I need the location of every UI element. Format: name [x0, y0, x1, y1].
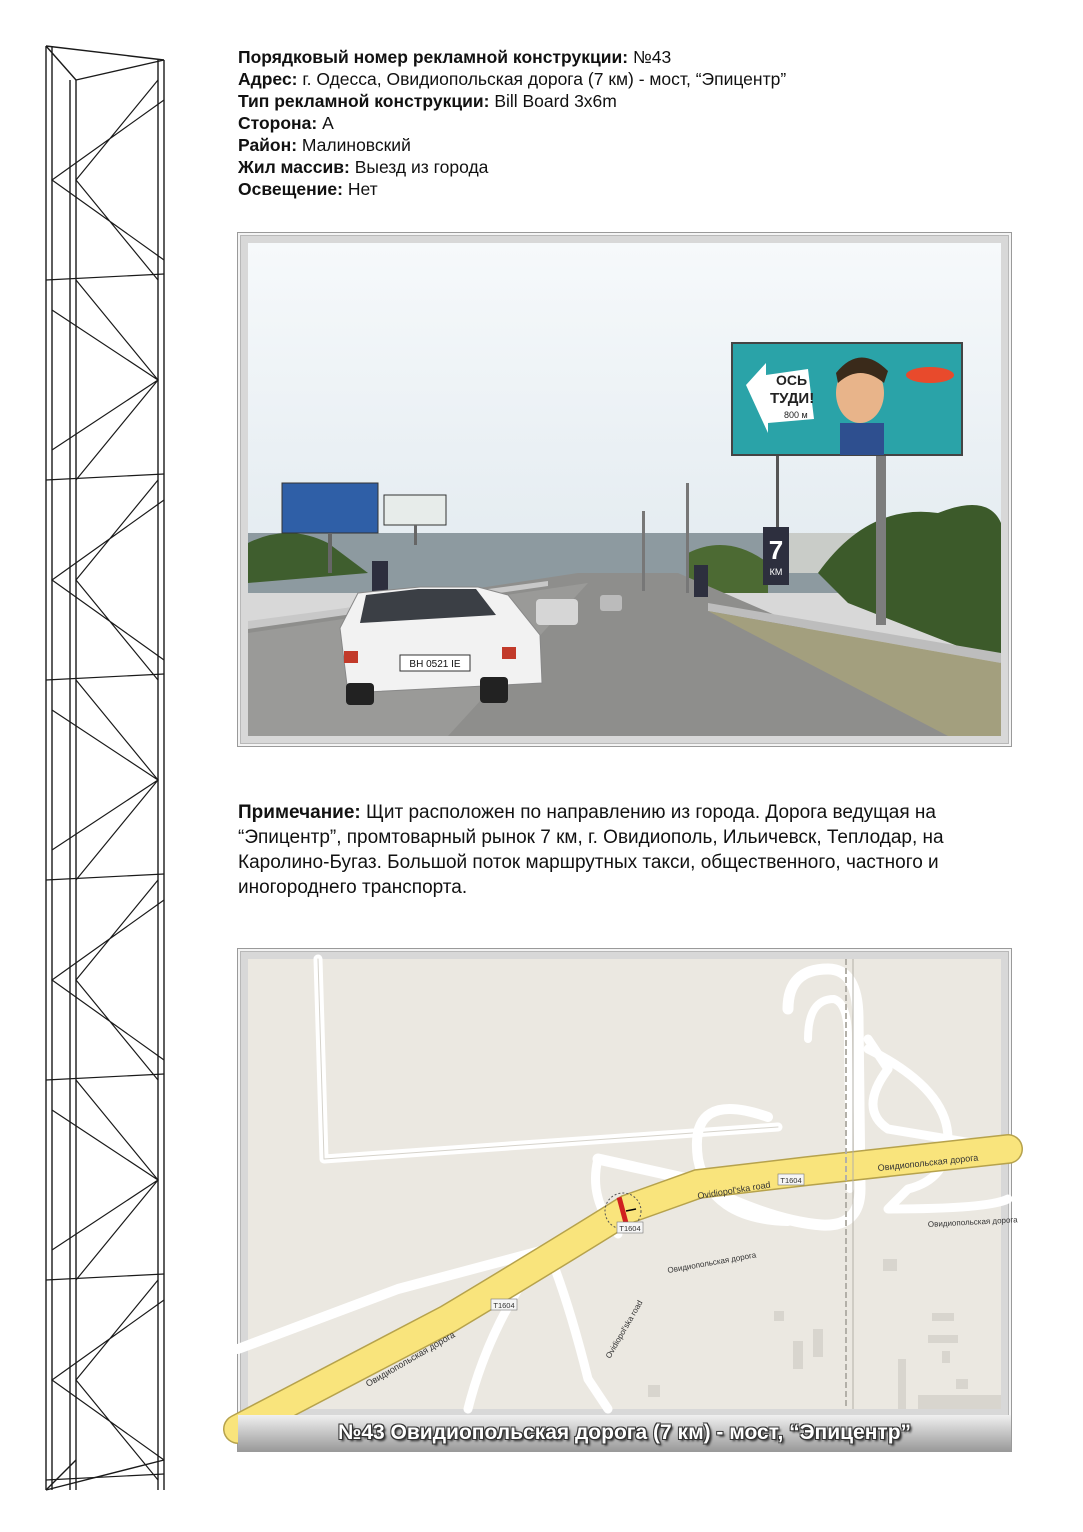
info-light-row: Освещение: Нет: [238, 179, 378, 199]
road-label-1: Овидиопольская дорога: [877, 1152, 979, 1173]
road-label-6: Ovidiopol'ska road: [603, 1298, 645, 1360]
km-sign-unit: КМ: [769, 567, 783, 577]
note-block: [238, 800, 1018, 900]
route-shield-1: T1604: [780, 1176, 802, 1185]
info-massif-row: Жил массив: Выезд из города: [238, 157, 489, 177]
billboard-text-3: 800 м: [784, 410, 808, 420]
road-label-4: Овидиопольская дорога: [666, 1250, 757, 1275]
map-frame: [237, 948, 1018, 1452]
road-label-3: Овидиопольская дорога: [364, 1329, 457, 1389]
photo-frame: [237, 232, 1012, 747]
billboard-text-1: ОСЬ: [776, 372, 808, 388]
truss-decoration: [40, 40, 170, 1500]
route-shield-3: T1604: [493, 1301, 515, 1310]
info-side-row: Сторона: А: [238, 113, 334, 133]
location-photo: [248, 243, 1001, 736]
road-label-5: Овидиопольская дорога: [927, 1215, 1018, 1229]
info-type-row: Тип рекламной конструкции: Bill Board 3x6m: [238, 91, 617, 111]
note-label: Примечание:: [238, 802, 361, 823]
road-label-2: Ovidiopol'ska road: [696, 1179, 772, 1201]
info-block: [238, 46, 1038, 200]
note-text: Щит расположен по направлению из города. Дорога ведущая на “Эпицентр”, промтоварный рынок 7 км, г. Овидиополь, Ильичевск, Теплодар, на Каролино-Бугаз. Большой поток маршрутных такси, общественного, частного и иногороднего транспорта.: [238, 802, 944, 898]
map-caption: №43 Овидиопольская дорога (7 км) - мост, “Эпицентр”: [238, 1415, 1011, 1451]
info-address-row: Адрес: г. Одесса, Овидиопольская дорога (7 км) - мост, “Эпицентр”: [238, 69, 787, 89]
location-map: [248, 959, 1018, 1409]
car-plate: ВН 0521 ІЕ: [409, 659, 461, 670]
info-number-row: Порядковый номер рекламной конструкции: №43: [238, 47, 672, 67]
route-shield-2: T1604: [619, 1224, 641, 1233]
billboard-text-2: ТУДИ!: [770, 390, 815, 407]
info-district-row: Район: Малиновский: [238, 135, 411, 155]
km-sign-number: 7: [768, 535, 784, 565]
